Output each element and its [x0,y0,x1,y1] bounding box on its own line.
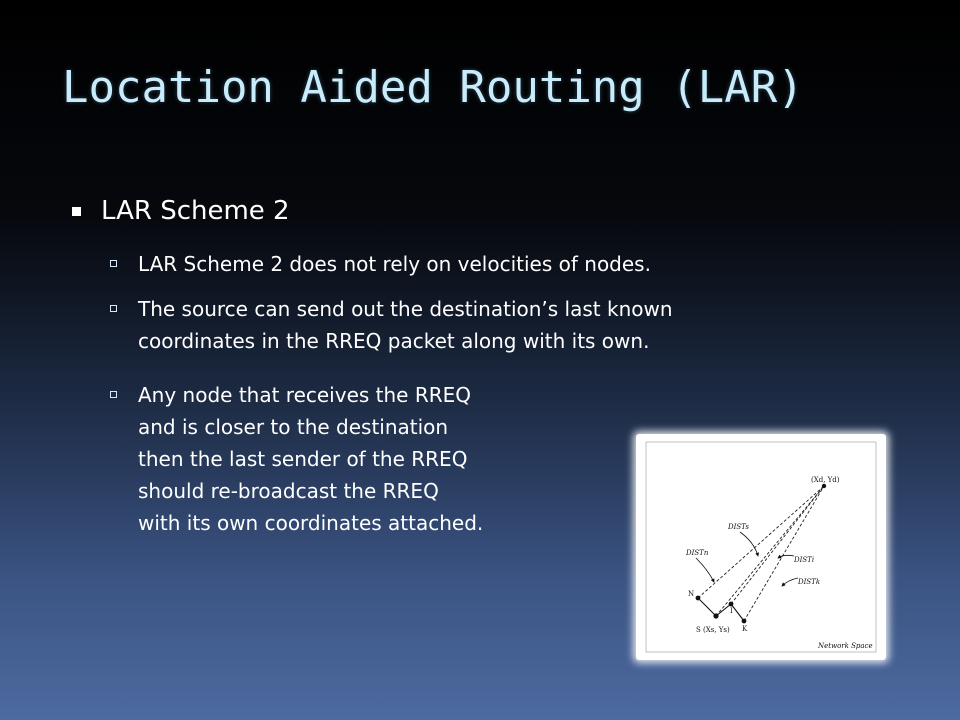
square-bullet-icon [72,207,81,216]
destination-node [822,484,826,488]
sub-bullet-1 [110,248,651,280]
dist-k-label: DISTk [798,578,821,586]
sub-bullet-1-text: LAR Scheme 2 does not rely on velocities of nodes. [138,252,651,276]
node-k-label: K [742,625,748,633]
edge-s-i [716,604,731,616]
hollow-square-bullet-icon [110,391,117,398]
source-node [713,613,718,618]
edge-s-n [698,598,716,616]
lar-scheme2-diagram [636,434,886,660]
dist-n-arrow-icon [696,558,714,582]
destination-label: (Xd, Yd) [811,476,840,484]
node-i [729,602,734,607]
sub-bullet-3-text: Any node that receives the RREQ and is closer to the destination then the last sender of the RREQ should re-broadcast the RREQ with its own coordinates attached. [138,383,484,535]
network-space-border [646,442,876,652]
sub-bullet-3 [110,379,483,539]
node-n-label: N [688,590,695,598]
network-space-caption: Network Space [818,642,873,650]
dist-i-label: DISTi [794,556,815,564]
dist-k-line [744,486,824,621]
sub-bullet-2 [110,293,673,357]
edge-i-k [731,604,744,621]
hollow-square-bullet-icon [110,305,117,312]
hollow-square-bullet-icon [110,260,117,267]
dist-s-arrow-icon [740,532,758,556]
node-k [742,619,747,624]
main-bullet [72,196,290,226]
dist-i-line [731,486,824,604]
dist-s-line [716,486,824,616]
dist-k-arrow-icon [782,578,798,586]
node-i-label: I [730,607,733,615]
dist-n-label: DISTn [686,549,709,557]
main-bullet-text: LAR Scheme 2 [101,196,290,226]
source-label: S (Xs, Ys) [696,626,730,634]
dist-s-label: DISTs [728,523,749,531]
dist-i-arrow-icon [778,555,794,558]
slide-title: Location Aided Routing (LAR) [62,62,804,113]
node-n [696,596,701,601]
sub-bullet-2-text: The source can send out the destination’s last known coordinates in the RREQ packet along with its own. [138,297,673,353]
